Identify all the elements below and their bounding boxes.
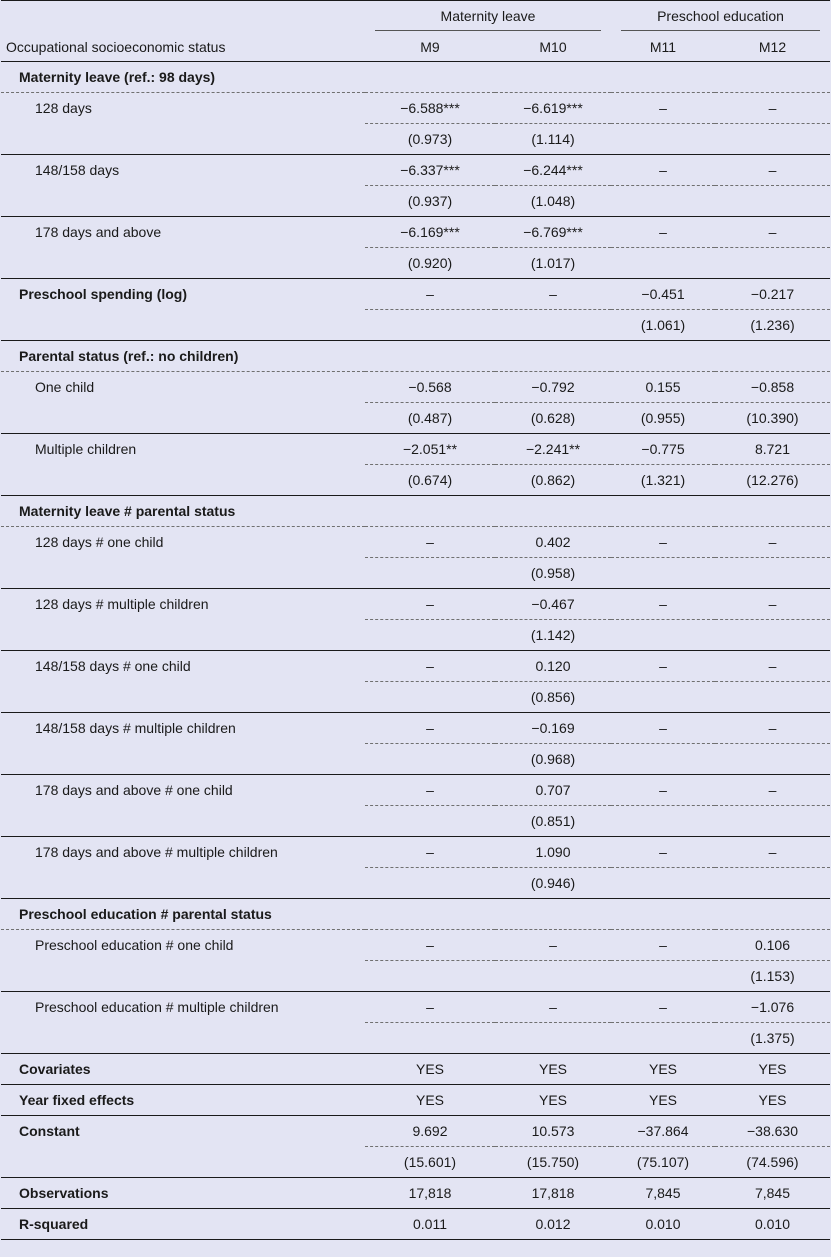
cell-value: (1.048)	[495, 186, 611, 217]
row-label-header: Occupational socioeconomic status	[1, 33, 365, 62]
cell-value: –	[365, 589, 495, 620]
table-row	[1, 279, 830, 310]
cell-value	[365, 744, 495, 775]
cell-value: 0.707	[495, 775, 611, 806]
row-label: Year fixed effects	[1, 1085, 365, 1116]
cell-value: −6.619***	[495, 93, 611, 124]
cell-value: −6.588***	[365, 93, 495, 124]
cell-value	[365, 868, 495, 899]
cell-value	[715, 248, 830, 279]
cell-value: (10.390)	[715, 403, 830, 434]
cell-value: –	[611, 837, 715, 868]
cell-value	[611, 62, 715, 93]
cell-value	[715, 341, 830, 372]
row-label	[1, 961, 365, 992]
row-label: Covariates	[1, 1054, 365, 1085]
row-label: Preschool education # one child	[1, 930, 365, 961]
cell-value	[611, 124, 715, 155]
row-label: Parental status (ref.: no children)	[1, 341, 365, 372]
table-row	[1, 744, 830, 775]
cell-value: 0.012	[495, 1209, 611, 1240]
row-label	[1, 124, 365, 155]
row-label: 128 days # one child	[1, 527, 365, 558]
row-label: 178 days and above # multiple children	[1, 837, 365, 868]
cell-value	[611, 682, 715, 713]
row-label: Maternity leave # parental status	[1, 496, 365, 527]
table-row	[1, 1054, 830, 1085]
header-model-row	[1, 33, 830, 62]
table-row	[1, 682, 830, 713]
cell-value: –	[365, 930, 495, 961]
cell-value: (1.142)	[495, 620, 611, 651]
cell-value: −6.337***	[365, 155, 495, 186]
cell-value: (0.856)	[495, 682, 611, 713]
cell-value: (0.958)	[495, 558, 611, 589]
table-row	[1, 961, 830, 992]
cell-value: (15.750)	[495, 1147, 611, 1178]
cell-value	[365, 558, 495, 589]
table-row	[1, 124, 830, 155]
cell-value	[715, 124, 830, 155]
row-label	[1, 868, 365, 899]
cell-value	[365, 62, 495, 93]
cell-value	[495, 310, 611, 341]
row-label: 148/158 days # multiple children	[1, 713, 365, 744]
cell-value: −6.169***	[365, 217, 495, 248]
cell-value: –	[611, 527, 715, 558]
table-row	[1, 806, 830, 837]
row-label	[1, 310, 365, 341]
header-corner	[1, 1, 365, 34]
row-label	[1, 465, 365, 496]
cell-value: –	[715, 775, 830, 806]
table-row	[1, 1116, 830, 1147]
cell-value: –	[715, 651, 830, 682]
cell-value: −0.792	[495, 372, 611, 403]
row-label: 128 days # multiple children	[1, 589, 365, 620]
cell-value	[365, 341, 495, 372]
table-row	[1, 1023, 830, 1054]
cell-value: (0.674)	[365, 465, 495, 496]
row-label: Constant	[1, 1116, 365, 1147]
table-row	[1, 248, 830, 279]
cell-value: –	[365, 651, 495, 682]
cell-value: 10.573	[495, 1116, 611, 1147]
cell-value: (0.487)	[365, 403, 495, 434]
cell-value: (75.107)	[611, 1147, 715, 1178]
cell-value: –	[611, 992, 715, 1023]
header-group-maternity	[365, 1, 611, 34]
cell-value	[715, 806, 830, 837]
cell-value: (15.601)	[365, 1147, 495, 1178]
table-row	[1, 558, 830, 589]
cell-value	[611, 1023, 715, 1054]
row-label	[1, 620, 365, 651]
cell-value: (0.968)	[495, 744, 611, 775]
cell-value	[495, 1023, 611, 1054]
cell-value	[715, 62, 830, 93]
table-row	[1, 1147, 830, 1178]
table-row	[1, 93, 830, 124]
cell-value: YES	[495, 1085, 611, 1116]
cell-value: −38.630	[715, 1116, 830, 1147]
cell-value	[715, 868, 830, 899]
cell-value: −0.775	[611, 434, 715, 465]
cell-value	[611, 744, 715, 775]
cell-value: 0.010	[715, 1209, 830, 1240]
cell-value	[715, 620, 830, 651]
cell-value: 0.402	[495, 527, 611, 558]
header-group-label: Maternity leave	[375, 8, 601, 31]
cell-value: 7,845	[611, 1178, 715, 1209]
row-label: 128 days	[1, 93, 365, 124]
cell-value: −2.241**	[495, 434, 611, 465]
cell-value: (1.114)	[495, 124, 611, 155]
header-group-row	[1, 1, 830, 34]
cell-value	[495, 899, 611, 930]
table-row	[1, 589, 830, 620]
cell-value: (0.937)	[365, 186, 495, 217]
row-label	[1, 682, 365, 713]
cell-value	[715, 744, 830, 775]
table-body	[1, 62, 830, 1240]
cell-value: −0.568	[365, 372, 495, 403]
header-group-label: Preschool education	[621, 8, 820, 31]
cell-value: (1.236)	[715, 310, 830, 341]
row-label: One child	[1, 372, 365, 403]
cell-value	[495, 961, 611, 992]
cell-value: –	[365, 527, 495, 558]
table-row	[1, 341, 830, 372]
row-label	[1, 806, 365, 837]
row-label	[1, 248, 365, 279]
cell-value	[365, 620, 495, 651]
cell-value: −1.076	[715, 992, 830, 1023]
table-row	[1, 620, 830, 651]
cell-value: −0.217	[715, 279, 830, 310]
cell-value: −37.864	[611, 1116, 715, 1147]
cell-value: 8.721	[715, 434, 830, 465]
cell-value: 0.106	[715, 930, 830, 961]
model-header: M11	[611, 33, 715, 62]
cell-value: −0.451	[611, 279, 715, 310]
table-row	[1, 372, 830, 403]
row-label	[1, 186, 365, 217]
cell-value: 9.692	[365, 1116, 495, 1147]
cell-value: –	[365, 837, 495, 868]
table-row	[1, 1085, 830, 1116]
cell-value: (0.851)	[495, 806, 611, 837]
cell-value	[365, 310, 495, 341]
table-row	[1, 496, 830, 527]
table-row	[1, 155, 830, 186]
cell-value: (0.973)	[365, 124, 495, 155]
cell-value: (74.596)	[715, 1147, 830, 1178]
cell-value: YES	[715, 1085, 830, 1116]
cell-value: –	[715, 93, 830, 124]
cell-value: (0.955)	[611, 403, 715, 434]
table-row	[1, 527, 830, 558]
cell-value: −2.051**	[365, 434, 495, 465]
cell-value: YES	[365, 1054, 495, 1085]
cell-value: −0.858	[715, 372, 830, 403]
cell-value: 0.011	[365, 1209, 495, 1240]
cell-value	[365, 806, 495, 837]
table-row	[1, 403, 830, 434]
cell-value	[495, 496, 611, 527]
cell-value: (1.321)	[611, 465, 715, 496]
cell-value: (1.153)	[715, 961, 830, 992]
table-row	[1, 775, 830, 806]
cell-value: –	[611, 651, 715, 682]
cell-value	[715, 558, 830, 589]
cell-value: –	[611, 93, 715, 124]
row-label: Multiple children	[1, 434, 365, 465]
cell-value	[611, 806, 715, 837]
row-label: 148/158 days # one child	[1, 651, 365, 682]
cell-value: −6.769***	[495, 217, 611, 248]
row-label: Observations	[1, 1178, 365, 1209]
cell-value: –	[611, 155, 715, 186]
cell-value: –	[611, 589, 715, 620]
header-group-preschool	[611, 1, 830, 34]
table-row	[1, 217, 830, 248]
row-label	[1, 558, 365, 589]
cell-value	[611, 341, 715, 372]
table-row	[1, 868, 830, 899]
cell-value: –	[715, 155, 830, 186]
cell-value: (1.375)	[715, 1023, 830, 1054]
cell-value	[715, 899, 830, 930]
cell-value	[365, 682, 495, 713]
cell-value	[715, 186, 830, 217]
table-row	[1, 186, 830, 217]
cell-value: 0.155	[611, 372, 715, 403]
cell-value: (1.017)	[495, 248, 611, 279]
cell-value: (0.628)	[495, 403, 611, 434]
cell-value	[715, 682, 830, 713]
cell-value: –	[611, 217, 715, 248]
cell-value: –	[495, 992, 611, 1023]
cell-value: –	[365, 713, 495, 744]
cell-value	[611, 620, 715, 651]
cell-value	[611, 248, 715, 279]
cell-value: –	[495, 279, 611, 310]
table-row	[1, 992, 830, 1023]
cell-value: –	[611, 713, 715, 744]
model-header: M12	[715, 33, 830, 62]
row-label	[1, 744, 365, 775]
table-row	[1, 713, 830, 744]
table-row	[1, 1209, 830, 1240]
cell-value: (0.946)	[495, 868, 611, 899]
cell-value: 7,845	[715, 1178, 830, 1209]
cell-value: −0.467	[495, 589, 611, 620]
model-header: M10	[495, 33, 611, 62]
cell-value: YES	[715, 1054, 830, 1085]
cell-value: –	[715, 589, 830, 620]
cell-value: (12.276)	[715, 465, 830, 496]
cell-value: 1.090	[495, 837, 611, 868]
cell-value: YES	[365, 1085, 495, 1116]
cell-value: YES	[495, 1054, 611, 1085]
row-label: Preschool education # multiple children	[1, 992, 365, 1023]
cell-value: –	[715, 217, 830, 248]
cell-value: –	[365, 279, 495, 310]
row-label: Maternity leave (ref.: 98 days)	[19, 69, 216, 85]
cell-value: YES	[611, 1085, 715, 1116]
cell-value	[495, 341, 611, 372]
cell-value: (0.862)	[495, 465, 611, 496]
cell-value: –	[365, 775, 495, 806]
regression-table	[1, 0, 830, 1240]
cell-value: –	[611, 930, 715, 961]
table-row	[1, 434, 830, 465]
cell-value: −0.169	[495, 713, 611, 744]
cell-value	[715, 496, 830, 527]
cell-value: –	[611, 775, 715, 806]
cell-value: −6.244***	[495, 155, 611, 186]
row-label: 148/158 days	[1, 155, 365, 186]
row-label	[1, 403, 365, 434]
cell-value	[611, 899, 715, 930]
row-label: R-squared	[1, 1209, 365, 1240]
row-label: 178 days and above	[1, 217, 365, 248]
cell-value: –	[715, 837, 830, 868]
row-label	[1, 1023, 365, 1054]
table-row	[1, 899, 830, 930]
row-label: Preschool spending (log)	[1, 279, 365, 310]
cell-value	[365, 961, 495, 992]
table-row	[1, 930, 830, 961]
cell-value	[611, 186, 715, 217]
cell-value: 0.120	[495, 651, 611, 682]
table-row	[1, 837, 830, 868]
cell-value: 0.010	[611, 1209, 715, 1240]
cell-value: (0.920)	[365, 248, 495, 279]
cell-value: –	[715, 713, 830, 744]
cell-value: –	[495, 930, 611, 961]
table-row	[1, 1178, 830, 1209]
cell-value	[365, 496, 495, 527]
table-row	[1, 465, 830, 496]
cell-value: YES	[611, 1054, 715, 1085]
cell-value	[611, 961, 715, 992]
row-label: Preschool education # parental status	[1, 899, 365, 930]
cell-value	[611, 496, 715, 527]
cell-value: 17,818	[495, 1178, 611, 1209]
cell-value	[365, 1023, 495, 1054]
row-label	[1, 1147, 365, 1178]
table-row	[1, 651, 830, 682]
cell-value	[365, 899, 495, 930]
cell-value: –	[715, 527, 830, 558]
table-row	[1, 310, 830, 341]
row-label: 178 days and above # one child	[1, 775, 365, 806]
cell-value	[611, 558, 715, 589]
cell-value: 17,818	[365, 1178, 495, 1209]
cell-value: –	[365, 992, 495, 1023]
cell-value	[611, 868, 715, 899]
cell-value: (1.061)	[611, 310, 715, 341]
table-row	[1, 62, 830, 93]
cell-value	[495, 62, 611, 93]
model-header: M9	[365, 33, 495, 62]
